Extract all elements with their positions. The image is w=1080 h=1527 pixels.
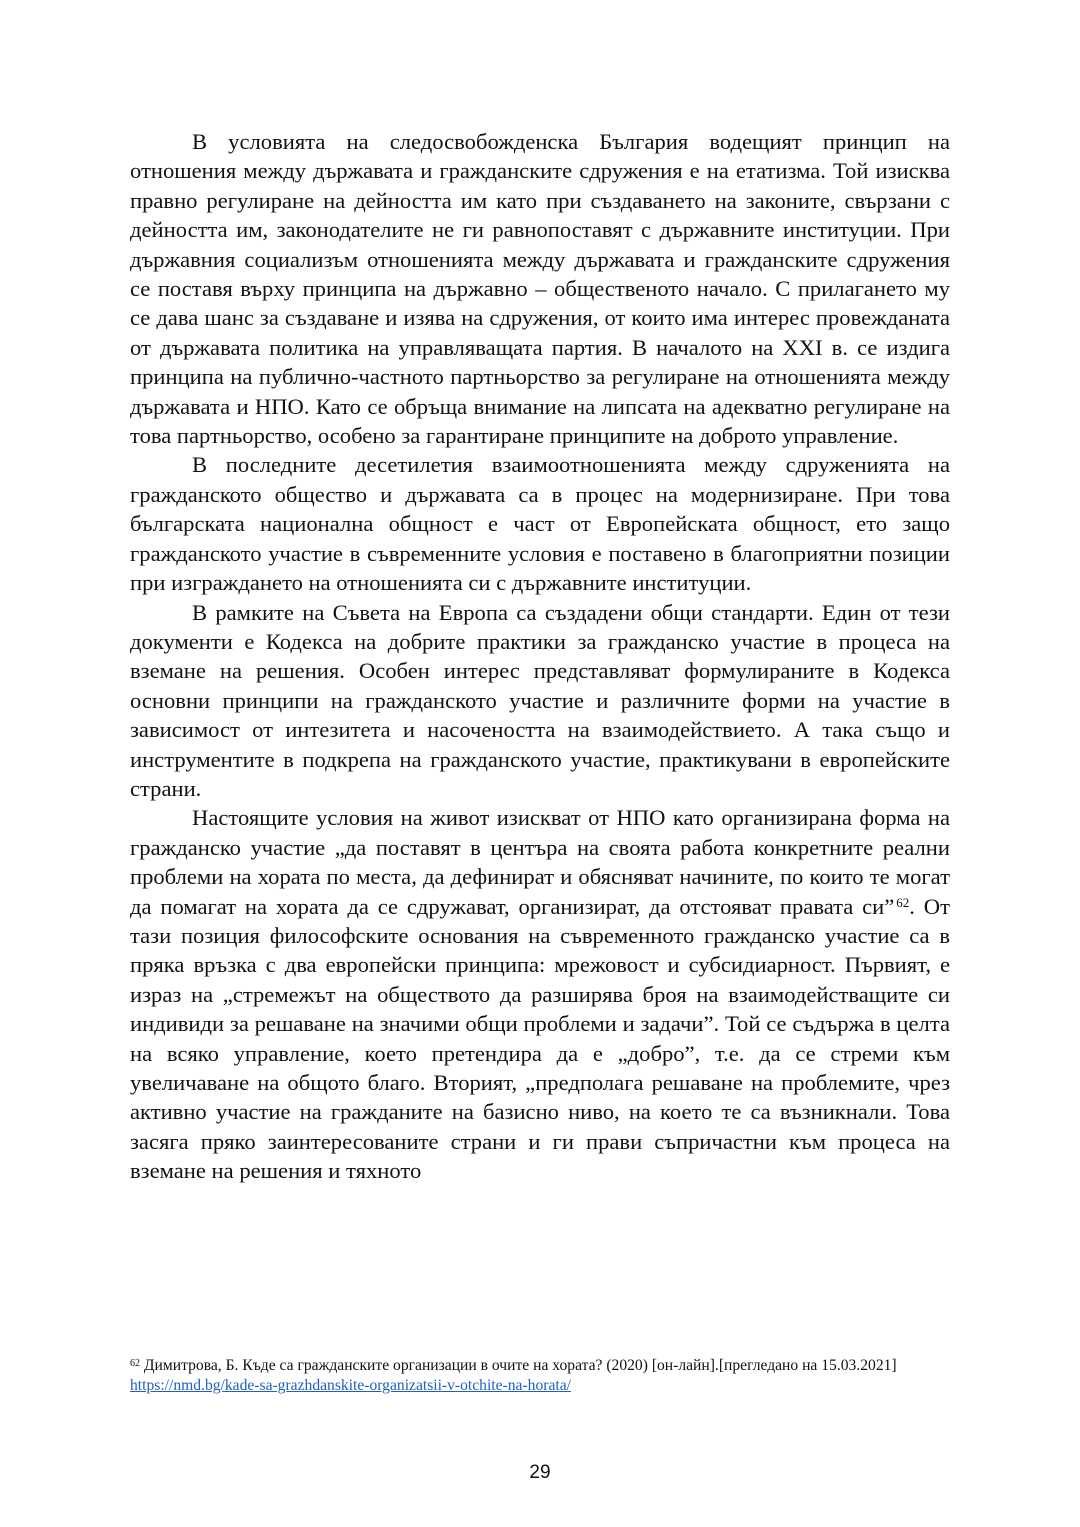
page-number: 29 xyxy=(529,1462,551,1483)
paragraph-council-of-europe: В рамките на Съвета на Европа са създадени общи стандарти. Един от тези документи е Кодекса на добрите практики за гражданско участие в процеса на вземане на решения. Особен интерес представляват формулираните в Кодекса основни принципи на гражданското участие и различните форми на участие в зависимост от интезитета и насочеността на взаимодействието. А така също и инструментите в подкрепа на гражданското участие, практикувани в европейските страни. xyxy=(130,599,950,801)
paragraph-statism: В условията на следосвобожденска България водещият принцип на отношения между държавата и гражданските сдружения е на етатизма. Той изисква правно регулиране на дейността им като при създаването на законите, свързани с дейността им, законодателите не ги равнопоставят с държавните институции. При държавния социализъм отношенията между държавата и гражданските сдружения се поставя върху принципа на държавно – общественото начало. С прилагането му се дава шанс за създаване и изява на сдружения, от които има интерес провежданата от държавата политика на управляващата партия. В началото на XXI в. се издига принципа на публично-частното партньорство за регулиране на отношенията между държавата и НПО. Като се обръща внимание на липсата на адекватно регулиране на това партньорство, особено за гарантиране принципите на доброто управление. xyxy=(130,129,950,449)
footnote xyxy=(130,1356,950,1396)
body-text xyxy=(130,127,950,1186)
footnote-reference[interactable]: 62 xyxy=(896,894,910,910)
footnote-text: Димитрова, Б. Къде са гражданските организации в очите на хората? (2020) [он-лайн].[прегледано на 15.03.2021] xyxy=(140,1357,897,1374)
paragraph-ngo-participation xyxy=(130,803,950,1185)
footnote-link[interactable]: https://nmd.bg/kade-sa-grazhdanskite-organizatsii-v-otchite-na-horata/ xyxy=(130,1377,571,1394)
footnote-number: 62 xyxy=(130,1358,140,1369)
paragraph-part-after-ref: . От тази позиция философските основания на съвременното гражданско участие са в пряка връзка с два европейски принципа: мрежовост и субсидиарност. Първият, е израз на „стремежът на обществото да разширява броя на взаимодействащите си индивиди за решаване на значими общи проблеми и задачи”. Той се съдържа в целта на всяко управление, което претендира да е „добро”, т.е. да се стреми към увеличаване на общото благо. Вторият, „предполага решаване на проблемите, чрез активно участие на гражданите на базисно ниво, на което те са възникнали. Това засяга пряко заинтересованите страни и ги прави съпричастни към процеса на вземане на решения и тяхното xyxy=(130,893,950,1184)
paragraph-modernization: В последните десетилетия взаимоотношенията между сдруженията на гражданското общество и държавата са в процес на модернизиране. При това българската национална общност е част от Европейската общност, ето защо гражданското участие в съвременните условия е поставено в благоприятни позиции при изграждането на отношенията си с държавните институции. xyxy=(130,452,950,596)
paragraph-part-before-ref: Настоящите условия на живот изискват от НПО като организирана форма на гражданско участие „да поставят в центъра на своята работа конкретните реални проблеми на хората по места, да дефинират и обясняват начините, по които те могат да помагат на хората да се сдружават, организират, да отстояват правата си” xyxy=(130,805,950,919)
